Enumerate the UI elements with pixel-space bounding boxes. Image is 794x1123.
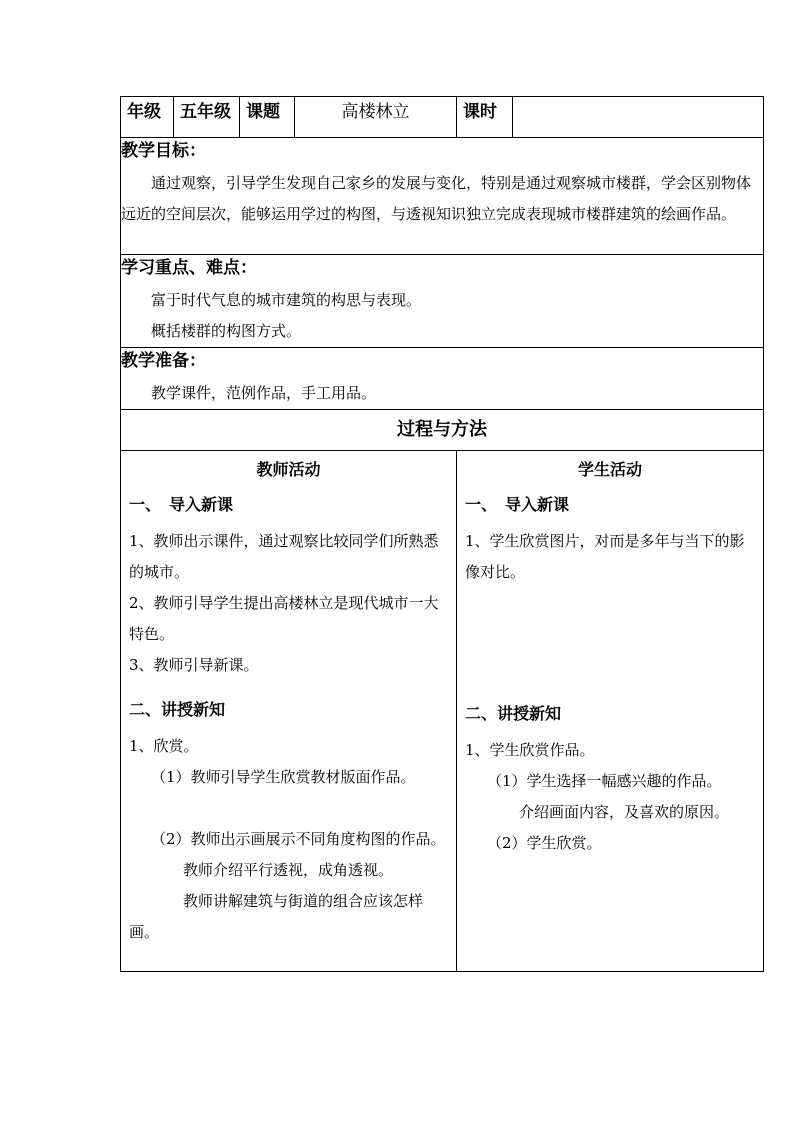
lesson-plan bbox=[120, 96, 763, 972]
goals-title: 教学目标： bbox=[121, 141, 206, 161]
preparation-row bbox=[121, 348, 764, 410]
teacher-step1-title: 一、 导入新课 bbox=[129, 495, 234, 514]
teacher-step2-item: 1、欣赏。 bbox=[129, 737, 199, 755]
student-step1-title: 一、 导入新课 bbox=[465, 495, 570, 514]
teacher-step1-item: 2、教师引导学生提出高楼林立是现代城市一大特色。 bbox=[129, 594, 439, 643]
teacher-step2-sub: （2）教师出示画展示不同角度构图的作品。 bbox=[151, 830, 446, 848]
process-title-row bbox=[121, 410, 764, 451]
student-step1-item: 1、学生欣赏图片，对而是多年与当下的影像对比。 bbox=[465, 532, 745, 581]
student-step2-sub: （2）学生欣赏。 bbox=[487, 834, 602, 852]
goals-text: 通过观察，引导学生发现自己家乡的发展与变化，特别是通过观察城市楼群，学会区别物体远近的空间层次，能够运用学过的构图，与透视知识独立完成表现城市楼群建筑的绘画作品。 bbox=[121, 174, 752, 223]
preparation-title: 教学准备： bbox=[121, 351, 206, 371]
teacher-step2-title: 二、讲授新知 bbox=[129, 700, 226, 719]
grade-label: 年级 bbox=[121, 97, 174, 138]
student-step2-title: 二、讲授新知 bbox=[465, 704, 562, 723]
topic-value: 高楼林立 bbox=[295, 97, 457, 138]
student-activity-heading: 学生活动 bbox=[577, 460, 642, 479]
teacher-step2-detail: 教师讲解建筑与街道的组合应该怎样画。 bbox=[129, 892, 424, 941]
activities-row bbox=[121, 451, 764, 972]
topic-label: 课题 bbox=[240, 97, 295, 138]
period-label: 课时 bbox=[457, 97, 513, 138]
key-points-row bbox=[121, 255, 764, 348]
student-step2-detail: 介绍画面内容，及喜欢的原因。 bbox=[519, 803, 730, 821]
goals-row bbox=[121, 138, 764, 255]
teacher-step2-sub: （1）教师引导学生欣赏教材版面作品。 bbox=[151, 768, 416, 786]
period-value bbox=[513, 97, 764, 138]
preparation-text: 教学课件，范例作品，手工用品。 bbox=[151, 384, 377, 402]
lesson-plan-table bbox=[120, 96, 764, 972]
teacher-activity-heading: 教师活动 bbox=[256, 460, 321, 479]
key-point-item: 富于时代气息的城市建筑的构思与表现。 bbox=[151, 291, 422, 309]
student-step2-item: 1、学生欣赏作品。 bbox=[465, 741, 595, 759]
process-title: 过程与方法 bbox=[121, 410, 764, 451]
student-step2-sub: （1）学生选择一幅感兴趣的作品。 bbox=[487, 772, 722, 790]
teacher-step1-item: 3、教师引导新课。 bbox=[129, 656, 259, 674]
header-row bbox=[121, 97, 764, 138]
teacher-step1-item: 1、教师出示课件，通过观察比较同学们所熟悉的城市。 bbox=[129, 532, 439, 581]
grade-value: 五年级 bbox=[174, 97, 240, 138]
key-point-item: 概括楼群的构图方式。 bbox=[151, 322, 302, 340]
teacher-step2-detail: 教师介绍平行透视，成角透视。 bbox=[183, 861, 394, 879]
key-points-title: 学习重点、难点： bbox=[121, 258, 257, 278]
